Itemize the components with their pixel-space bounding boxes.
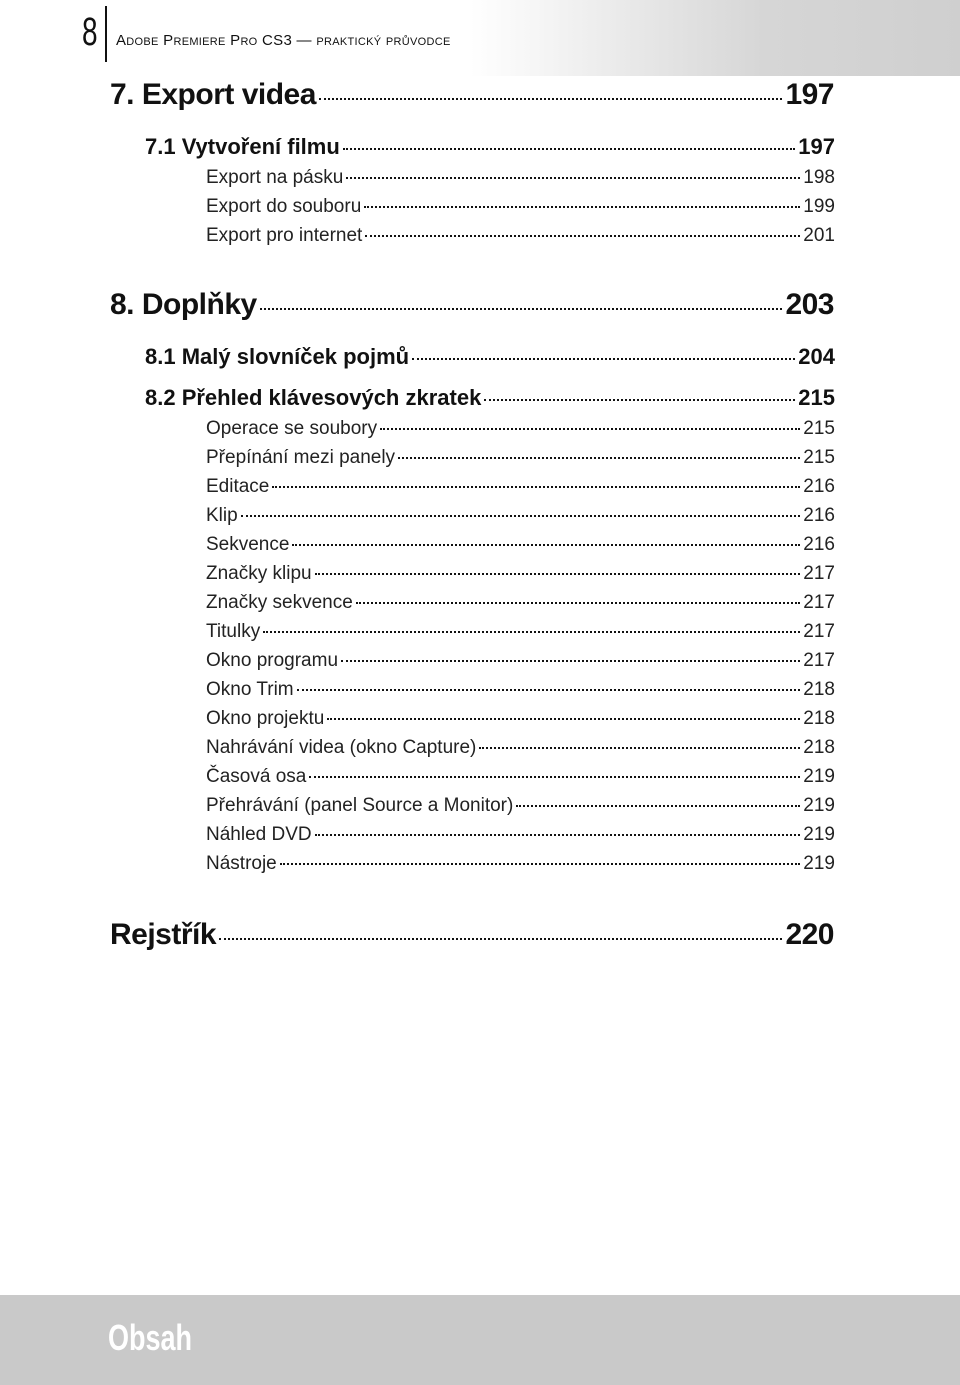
toc-label: 7.1 Vytvoření filmu bbox=[145, 134, 340, 159]
toc-label: Export na pásku bbox=[206, 167, 344, 188]
toc-label: Editace bbox=[206, 476, 270, 497]
header-divider bbox=[105, 6, 107, 62]
toc-page: 217 bbox=[803, 563, 835, 584]
dot-leader bbox=[292, 544, 800, 546]
dot-leader bbox=[219, 938, 782, 940]
toc-page: 217 bbox=[803, 592, 835, 613]
toc-label: Značky sekvence bbox=[206, 592, 353, 613]
toc-label: 8.1 Malý slovníček pojmů bbox=[145, 344, 410, 369]
dot-leader bbox=[315, 573, 801, 575]
toc-page: 199 bbox=[803, 196, 835, 217]
toc-item[interactable] bbox=[206, 621, 835, 643]
toc-item[interactable] bbox=[206, 476, 835, 498]
toc-page: 203 bbox=[785, 288, 834, 321]
toc-chapter-8[interactable] bbox=[110, 288, 834, 322]
toc-label: Export do souboru bbox=[206, 196, 362, 217]
toc-index[interactable] bbox=[110, 918, 834, 952]
dot-leader bbox=[365, 235, 800, 237]
toc-item[interactable] bbox=[206, 447, 835, 469]
toc-label: Přehrávání (panel Source a Monitor) bbox=[206, 795, 514, 816]
dot-leader bbox=[343, 148, 795, 150]
toc-page: 219 bbox=[803, 824, 835, 845]
dot-leader bbox=[516, 805, 800, 807]
toc-item[interactable] bbox=[206, 650, 835, 672]
toc-item[interactable] bbox=[206, 766, 835, 788]
dot-leader bbox=[309, 776, 800, 778]
toc-page: 201 bbox=[803, 225, 835, 246]
page-header bbox=[0, 0, 960, 76]
dot-leader bbox=[241, 515, 801, 517]
toc-page: 216 bbox=[803, 534, 835, 555]
dot-leader bbox=[479, 747, 800, 749]
toc-page: 219 bbox=[803, 853, 835, 874]
toc-label: Časová osa bbox=[206, 766, 307, 787]
toc-item[interactable] bbox=[206, 563, 835, 585]
toc-item[interactable] bbox=[206, 505, 835, 527]
toc-page: 215 bbox=[798, 385, 835, 410]
toc-item[interactable] bbox=[206, 679, 835, 701]
toc-section-8-1[interactable] bbox=[145, 344, 835, 370]
toc-page: 218 bbox=[803, 737, 835, 758]
dot-leader bbox=[356, 602, 801, 604]
dot-leader bbox=[412, 358, 795, 360]
toc-page: 219 bbox=[803, 795, 835, 816]
dot-leader bbox=[398, 457, 800, 459]
toc-page: 220 bbox=[785, 918, 834, 951]
toc-item[interactable] bbox=[206, 225, 835, 247]
dot-leader bbox=[327, 718, 800, 720]
toc-item[interactable] bbox=[206, 737, 835, 759]
toc-item[interactable] bbox=[206, 167, 835, 189]
dot-leader bbox=[315, 834, 801, 836]
page-number: 8 bbox=[82, 10, 98, 54]
toc-label: Export pro internet bbox=[206, 225, 363, 246]
toc-page: 217 bbox=[803, 650, 835, 671]
toc-label: Náhled DVD bbox=[206, 824, 312, 845]
toc-page: 197 bbox=[798, 134, 835, 159]
toc-item[interactable] bbox=[206, 853, 835, 875]
toc-label: Operace se soubory bbox=[206, 418, 378, 439]
toc-item[interactable] bbox=[206, 196, 835, 218]
toc-label: Nástroje bbox=[206, 853, 277, 874]
toc-item[interactable] bbox=[206, 795, 835, 817]
toc-chapter-7[interactable] bbox=[110, 78, 834, 112]
dot-leader bbox=[319, 98, 783, 100]
toc-label: 8. Doplňky bbox=[110, 288, 257, 321]
toc-page: 216 bbox=[803, 505, 835, 526]
toc-page: 215 bbox=[803, 418, 835, 439]
header-gradient bbox=[470, 0, 960, 76]
toc-item[interactable] bbox=[206, 824, 835, 846]
footer-title: Obsah bbox=[108, 1317, 193, 1358]
toc-label: Sekvence bbox=[206, 534, 290, 555]
running-title: Adobe Premiere Pro CS3 — praktický průvodce bbox=[116, 32, 451, 49]
dot-leader bbox=[341, 660, 800, 662]
toc-label: Okno Trim bbox=[206, 679, 294, 700]
toc-label: Okno projektu bbox=[206, 708, 325, 729]
dot-leader bbox=[297, 689, 801, 691]
toc-label: Nahrávání videa (okno Capture) bbox=[206, 737, 477, 758]
toc-label: Okno programu bbox=[206, 650, 339, 671]
toc-section-7-1[interactable] bbox=[145, 134, 835, 160]
toc-item[interactable] bbox=[206, 592, 835, 614]
toc-label: 8.2 Přehled klávesových zkratek bbox=[145, 385, 482, 410]
toc-page: 215 bbox=[803, 447, 835, 468]
dot-leader bbox=[263, 631, 800, 633]
toc-page: 218 bbox=[803, 708, 835, 729]
toc-page: 219 bbox=[803, 766, 835, 787]
toc-label: Značky klipu bbox=[206, 563, 312, 584]
toc-page: 216 bbox=[803, 476, 835, 497]
toc-page: 218 bbox=[803, 679, 835, 700]
dot-leader bbox=[380, 428, 800, 430]
toc-page: 217 bbox=[803, 621, 835, 642]
toc-page: 197 bbox=[785, 78, 834, 111]
dot-leader bbox=[364, 206, 800, 208]
toc-item[interactable] bbox=[206, 418, 835, 440]
toc-page: 198 bbox=[803, 167, 835, 188]
dot-leader bbox=[484, 399, 795, 401]
dot-leader bbox=[260, 308, 783, 310]
toc-label: Přepínání mezi panely bbox=[206, 447, 396, 468]
toc-label: Titulky bbox=[206, 621, 261, 642]
dot-leader bbox=[272, 486, 800, 488]
toc-page: 204 bbox=[798, 344, 835, 369]
toc-item[interactable] bbox=[206, 534, 835, 556]
toc-label: 7. Export videa bbox=[110, 78, 316, 111]
toc-label: Klip bbox=[206, 505, 238, 526]
toc-item[interactable] bbox=[206, 708, 835, 730]
toc-label: Rejstřík bbox=[110, 918, 217, 951]
page-footer bbox=[0, 1295, 960, 1385]
toc-section-8-2[interactable] bbox=[145, 385, 835, 411]
dot-leader bbox=[346, 177, 800, 179]
dot-leader bbox=[280, 863, 801, 865]
